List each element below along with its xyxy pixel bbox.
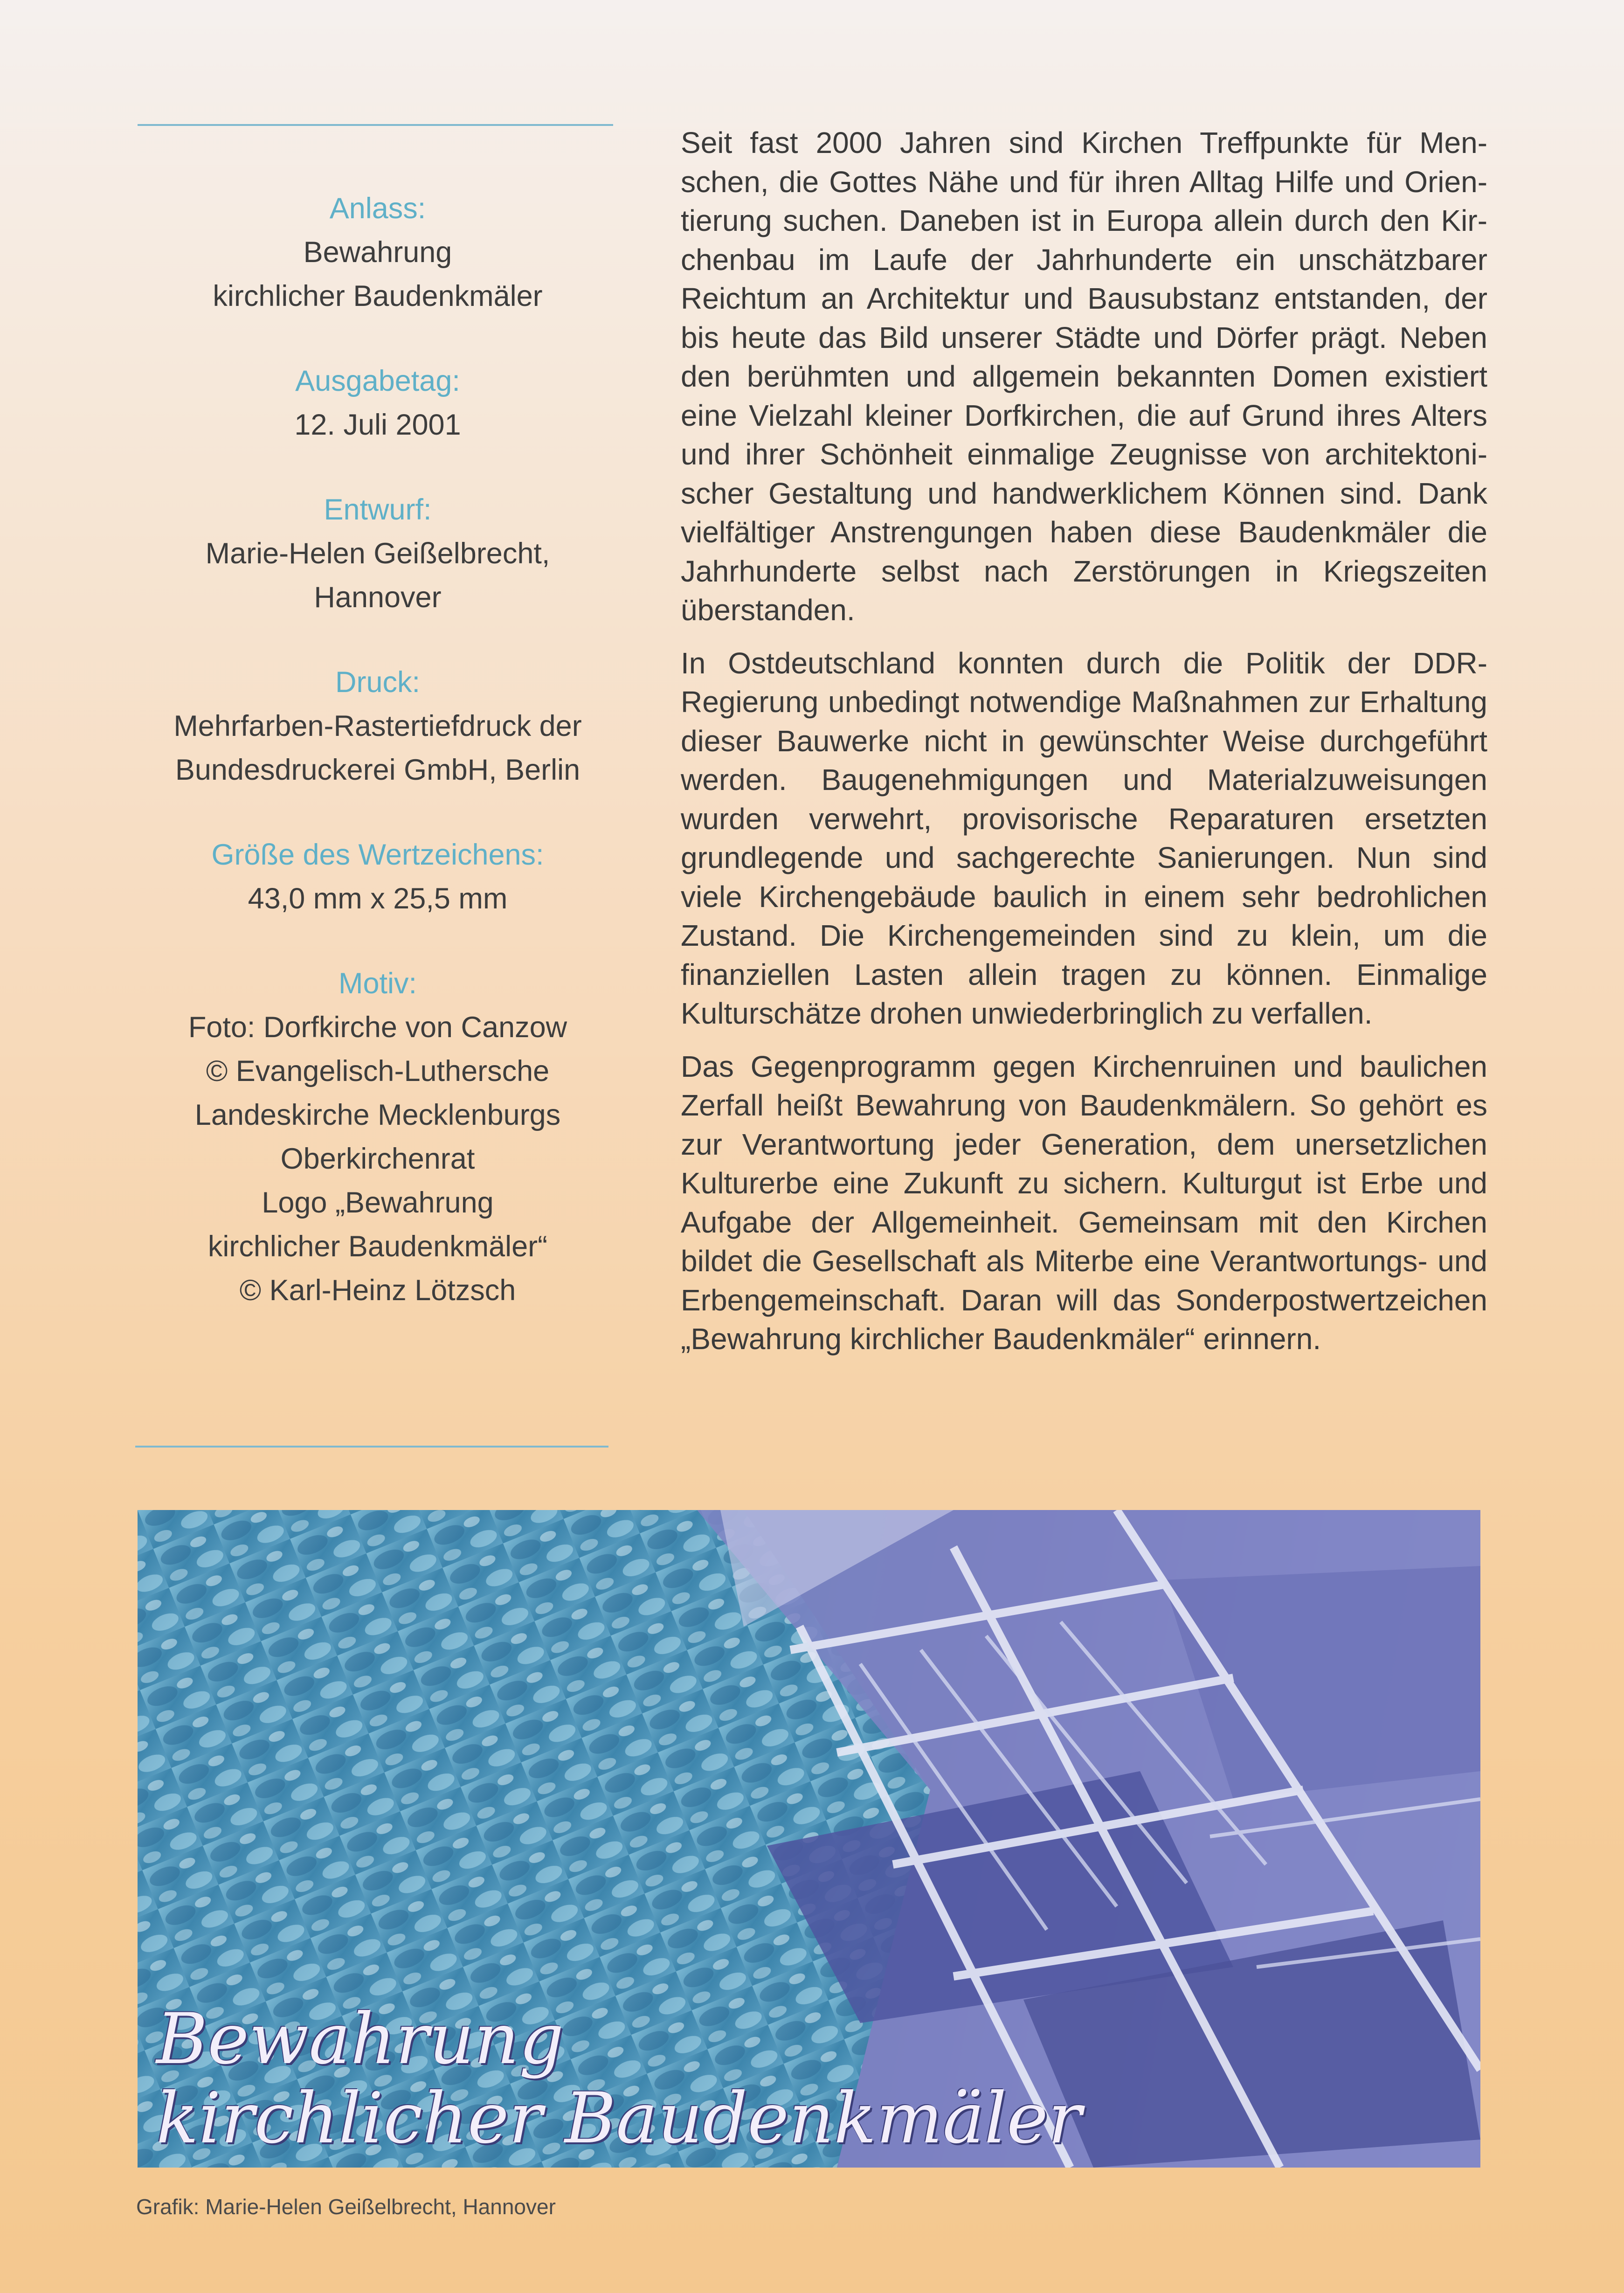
value-line: © Evangelisch-Luthersche xyxy=(206,1055,550,1088)
field-value xyxy=(135,230,620,318)
field-value xyxy=(135,403,620,447)
field-label: Ausgabetag: xyxy=(295,365,460,397)
caption-line: Bewahrung xyxy=(156,1999,564,2080)
graphic-credit: Grafik: Marie-Helen Geißelbrecht, Hannover xyxy=(136,2195,556,2219)
field-label: Größe des Wertzeichens: xyxy=(211,838,544,871)
value-line: 43,0 mm x 25,5 mm xyxy=(248,882,508,915)
value-line: kirchlicher Baudenkmäler xyxy=(213,280,543,312)
field-value xyxy=(135,1005,620,1312)
value-line: Bundesdruckerei GmbH, Berlin xyxy=(175,754,580,786)
value-line: 12. Juli 2001 xyxy=(294,409,461,441)
field-motif xyxy=(135,962,620,1312)
value-line: kirchlicher Baudenkmäler“ xyxy=(207,1230,548,1263)
stamp-details xyxy=(135,187,620,1353)
paragraph: In Ostdeutschland konnten durch die Politik der DDR-Regierung unbedingt notwendige Maßnahmen zur Erhaltung dieser Bauwerke nicht in gewünschter Weise durchgeführt werden. Baugenehmigungen und Materialzuweisungen wurden verwehrt, provisorische Reparaturen ersetzten grundlegende und sachgerechte Sanierungen. Nun sind viele Kirchengebäude baulich in einem sehr bedrohlichen Zustand. Die Kirchengemeinden sind zu klein, um die finanziellen Lasten allein tragen zu können. Einmalige Kulturschätze drohen unwiederbringlich zu verfallen. xyxy=(681,646,1487,1030)
field-design xyxy=(135,488,620,619)
field-issue-date xyxy=(135,359,620,447)
value-line: Marie-Helen Geißelbrecht, xyxy=(205,537,550,570)
church-photo xyxy=(138,1510,1480,2168)
value-line: © Karl-Heinz Lötzsch xyxy=(239,1274,516,1307)
photo-caption xyxy=(156,2000,1082,2158)
body-text xyxy=(681,124,1487,1373)
field-label: Druck: xyxy=(335,666,421,699)
field-value xyxy=(135,532,620,619)
bottom-divider xyxy=(135,1446,608,1448)
field-print xyxy=(135,660,620,792)
field-label: Motiv: xyxy=(338,967,417,1000)
value-line: Landeskirche Mecklenburgs xyxy=(194,1099,561,1131)
paragraph: Seit fast 2000 Jahren sind Kirchen Treffpunkte für Menschen, die Gottes Nähe und für ihren Alltag Hilfe und Orientierung suchen. Daneben ist in Europa allein durch den Kirchenbau im Laufe der Jahrhunderte ein unschätzbarer Reichtum an Architektur und Bausubstanz entstanden, der bis heute das Bild unserer Städte und Dörfer prägt. Neben den berühmten und allgemein bekannten Domen existiert eine Vielzahl kleiner Dorfkirchen, die auf Grund ihres Alters und ihrer Schönheit einmalige Zeugnisse von architektonischer Gestaltung und handwerklichem Können sind. Dank vielfältiger Anstrengungen haben diese Baudenkmäler die Jahrhunderte selbst nach Zerstörungen in Kriegszeiten überstanden. xyxy=(681,126,1487,627)
value-line: Logo „Bewahrung xyxy=(262,1186,494,1219)
value-line: Bewahrung xyxy=(303,236,452,269)
field-value xyxy=(135,877,620,921)
value-line: Hannover xyxy=(314,581,442,614)
paragraph: Das Gegenprogramm gegen Kirchenruinen und baulichen Zerfall heißt Bewahrung von Baudenkmälern. So gehört es zur Verantwortung jeder Generation, dem unersetzlichen Kulturerbe eine Zukunft zu sichern. Kulturgut ist Erbe und Aufgabe der Allgemeinheit. Gemeinsam mit den Kirchen bildet die Gesellschaft als Miterbe eine Verantwortungs- und Erbengemeinschaft. Daran will das Sonderpostwertzeichen „Bewahrung kirchlicher Baudenkmäler“ erinnern. xyxy=(681,1049,1487,1356)
value-line: Oberkirchenrat xyxy=(280,1143,475,1175)
field-value xyxy=(135,704,620,792)
value-line: Foto: Dorfkirche von Canzow xyxy=(188,1011,567,1044)
field-stamp-size xyxy=(135,833,620,921)
field-occasion xyxy=(135,187,620,318)
field-label: Anlass: xyxy=(329,192,426,225)
top-divider xyxy=(138,124,613,126)
caption-line: kirchlicher Baudenkmäler xyxy=(156,2078,1082,2159)
field-label: Entwurf: xyxy=(324,493,432,526)
value-line: Mehrfarben-Rastertiefdruck der xyxy=(173,710,582,742)
